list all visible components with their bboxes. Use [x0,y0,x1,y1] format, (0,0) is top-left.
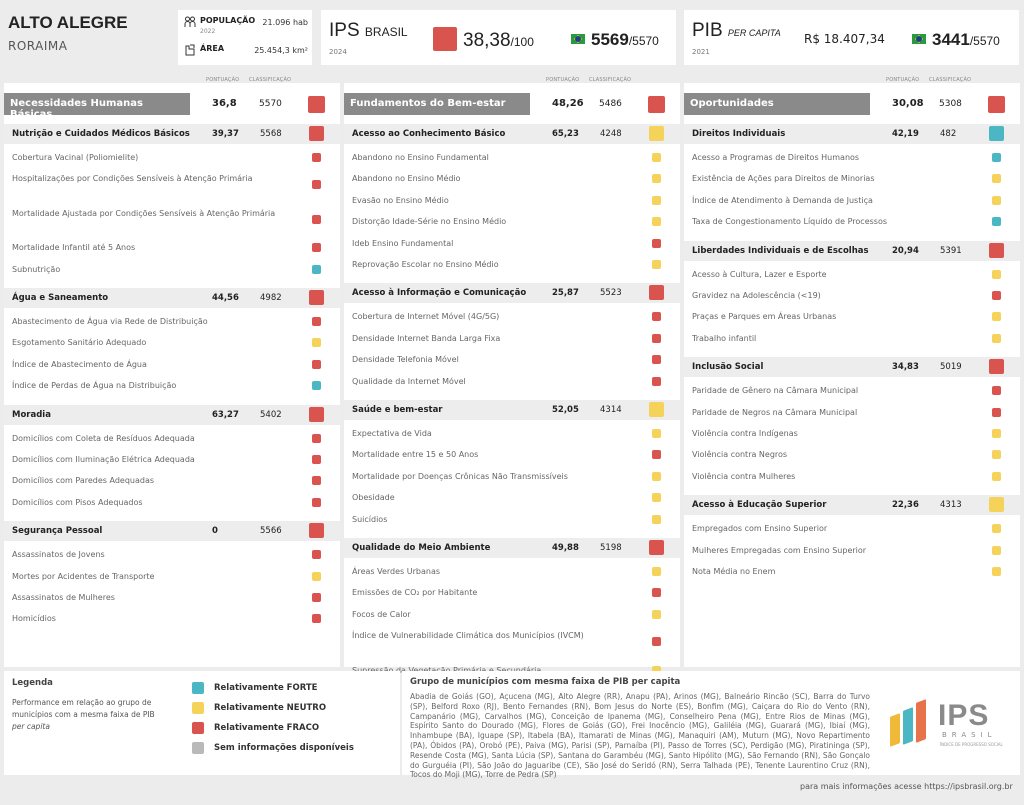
indicator-status-dot [652,493,661,502]
indicator-status-dot [652,153,661,162]
component-rank: 4313 [940,500,962,511]
indicator-status-dot [312,360,321,369]
indicator-name: Mortalidade Infantil até 5 Anos [12,243,136,253]
component-name: Acesso ao Conhecimento Básico [352,129,506,139]
dimension-header [4,93,340,120]
component-row [684,124,1020,144]
indicator-name: Áreas Verdes Urbanas [352,567,441,576]
indicator-status-dot [652,239,661,248]
indicator-status-dot [652,217,661,226]
indicator-status-dot [652,260,661,269]
indicator-status-dot [992,312,1001,321]
component-score: 65,23 [552,129,579,139]
area-label: ÁREA [200,44,225,53]
indicator-name: Cobertura Vacinal (Poliomielite) [12,153,139,162]
dimension-name: Necessidades Humanas Básicas [4,93,190,115]
indicator-status-dot [312,180,321,189]
indicator-name: Mortalidade entre 15 e 50 Anos [352,450,479,460]
component-rank: 482 [940,129,957,139]
col-label-rank: CLASSIFICAÇÃO [249,77,292,83]
dimension-status-square [308,96,325,113]
indicator-name: Qualidade da Internet Móvel [352,376,466,386]
pib-year: 2021 [692,48,710,56]
logo-bar-icon [916,699,926,743]
indicator-name: Densidade Internet Banda Larga Fixa [352,333,501,343]
indicator-status-dot [652,377,661,386]
population-label: POPULAÇÃO [200,16,256,25]
indicator-status-dot [652,567,661,576]
component-score: 25,87 [552,288,579,299]
indicator-name: Mortes por Acidentes de Transporte [12,571,155,581]
more-info-link[interactable]: para mais informações acesse https://ipsbrasil.org.br [800,782,1013,791]
indicator-name: Mortalidade por Doenças Crônicas Não Transmissíveis [352,471,568,481]
legend-title: Legenda [12,678,53,688]
component-row [4,405,340,425]
pib-rank: 3441/5570 [932,30,1000,49]
brazil-flag-icon [912,34,926,44]
component-status-square [649,285,664,300]
indicator-status-dot [312,572,321,581]
dimension-column [684,83,1020,667]
component-score: 63,27 [212,409,239,420]
indicator-status-dot [652,450,661,459]
component-name: Segurança Pessoal [12,526,103,537]
indicator-status-dot [992,450,1001,459]
indicator-name: Homicídios [12,614,56,624]
component-row [684,357,1020,377]
dimension-score: 36,8 [212,98,237,109]
dimension-status-square [648,96,665,113]
indicator-name: Emissões de CO₂ por Habitante [352,588,478,598]
indicator-status-dot [992,429,1001,438]
component-status-square [989,359,1004,374]
indicator-name: Cobertura de Internet Móvel (4G/5G) [352,312,500,322]
indicator-name: Ideb Ensino Fundamental [352,238,454,248]
col-label-rank: CLASSIFICAÇÃO [929,77,972,83]
brazil-flag-icon [571,34,585,44]
indicator-name: Violência contra Negros [692,450,788,460]
col-label-score: PONTUAÇÃO [886,77,920,83]
legend-swatch [192,682,204,694]
component-rank: 5568 [260,129,282,139]
indicator-status-dot [652,472,661,481]
dimension-name: Fundamentos do Bem-estar [344,93,530,115]
pib-value: R$ 18.407,34 [804,32,885,46]
indicator-name: Violência contra Indígenas [692,429,798,438]
component-status-square [649,540,664,555]
indicator-name: Expectativa de Vida [352,429,432,438]
indicator-name: Índice de Vulnerabilidade Climática dos Municípios (IVCM) [352,631,584,641]
indicator-status-dot [312,550,321,559]
indicator-status-dot [312,243,321,252]
indicator-name: Violência contra Mulheres [692,471,796,481]
indicator-status-dot [312,381,321,390]
legend-swatch [192,722,204,734]
indicator-name: Índice de Perdas de Água na Distribuição [12,381,177,391]
indicator-name: Densidade Telefonia Móvel [352,355,459,365]
logo-bar-icon [903,707,913,745]
indicator-name: Mortalidade Ajustada por Condições Sensíveis à Atenção Primária [12,208,276,218]
pib-title: PIB PER CAPITA [692,20,781,41]
component-score: 39,37 [212,129,239,139]
component-name: Saúde e bem-estar [352,405,443,415]
indicator-status-dot [312,265,321,274]
indicator-status-dot [992,524,1001,533]
indicator-name: Distorção Idade-Série no Ensino Médio [352,217,507,227]
indicator-status-dot [312,338,321,347]
population-year: 2022 [200,28,216,35]
indicator-name: Existência de Ações para Direitos de Minorias [692,174,875,184]
component-status-square [649,126,664,141]
component-row [344,124,680,144]
indicator-name: Abandono no Ensino Fundamental [352,153,489,162]
indicator-name: Reprovação Escolar no Ensino Médio [352,260,499,269]
component-row [684,241,1020,261]
component-score: 42,19 [892,129,919,139]
component-row [4,124,340,144]
indicator-status-dot [312,317,321,326]
indicator-status-dot [652,515,661,524]
indicator-name: Gravidez na Adolescência (<19) [692,291,821,300]
area-value: 25.454,3 km² [254,46,308,55]
component-rank: 4982 [260,293,282,303]
logo-brasil: BRASIL [942,731,997,739]
indicator-name: Índice de Abastecimento de Água [12,359,147,369]
indicator-name: Paridade de Negros na Câmara Municipal [692,407,858,417]
ips-card [321,10,676,65]
indicator-name: Domicílios com Pisos Adequados [12,497,143,507]
component-score: 49,88 [552,543,579,553]
state-name: RORAIMA [8,39,68,53]
component-name: Direitos Individuais [692,129,786,139]
component-name: Liberdades Individuais e de Escolhas [692,245,869,256]
indicator-status-dot [992,408,1001,417]
legend-swatch [192,742,204,754]
legend-description: Performance em relação ao grupo de municípios com a mesma faixa de PIB per capita [12,698,155,731]
dimension-score: 30,08 [892,98,924,109]
indicator-name: Hospitalizações por Condições Sensíveis à Atenção Primária [12,174,253,184]
ips-color-square [433,27,457,51]
component-name: Qualidade do Meio Ambiente [352,543,491,553]
indicator-status-dot [312,593,321,602]
indicator-name: Índice de Atendimento à Demanda de Justiça [692,195,873,205]
indicator-status-dot [992,174,1001,183]
indicator-name: Nota Média no Enem [692,567,776,576]
dimension-rank: 5308 [939,99,962,109]
dimension-column [4,83,340,667]
group-municipalities: Abadia de Goiás (GO), Açucena (MG), Alto Alegre (RR), Anapu (PA), Arinos (MG), Balneário Rincão (SC), Barra do Turvo (SP), Belford Roxo (RJ), Bento Fernandes (RN), Bom Jesus do Norte (ES), Bonfim (MG), Caiçara do Rio do Vento (RN), Campanário (MG), Carvalhos (MG), Conceição de Ipanema (MG), Conselheiro Pena (MG), Entre Rios de Minas (MG), Espírito Santo do Dourado (MG), Flores de Goiás (GO), Frei Inocêncio (MG), Galiléia (MG), Guarará (MG), Ibiaí (MG), Inhambupe (BA), Iguape (SP), Itabela (BA), Itamarati de Minas (MG), Manaquiri (AM), Muturn (MG), Novo Repartimento (PA), Óbidos (PA), Orobó (PE), Paiva (MG), Parisi (SP), Parnaíba (PI), Passo de Torres (SC), Perdigão (MG), Piratininga (SP), Resende Costa (MG), Santa Lúcia (SP), Santana do Garambéu (MG), Santo Hipólito (MG), São Fernando (RN), São Gonçalo do Gurguéia (PI), São João do Jaguaribe (CE), São José do Seridó (RN), Serra Talhada (PE), Tenente Laurentino Cruz (RN), Tocos do Moji (MG), Torre de Pedra (SP) [410,692,870,780]
component-name: Acesso à Informação e Comunicação [352,288,527,299]
indicator-status-dot [312,434,321,443]
indicator-status-dot [992,386,1001,395]
dimension-status-square [988,96,1005,113]
indicator-name: Domicílios com Paredes Adequadas [12,476,155,486]
indicator-name: Acesso à Cultura, Lazer e Esporte [692,269,827,279]
indicator-name: Domicílios com Iluminação Elétrica Adequada [12,455,195,464]
indicator-name: Praças e Parques em Áreas Urbanas [692,312,837,322]
indicator-name: Empregados com Ensino Superior [692,524,828,534]
indicator-name: Acesso a Programas de Direitos Humanos [692,153,860,162]
population-value: 21.096 hab [262,18,308,27]
legend-swatch [192,702,204,714]
logo-tagline: ÍNDICE DE PROGRESSO SOCIAL [940,742,1003,747]
component-status-square [309,126,324,141]
component-name: Moradia [12,409,51,420]
component-status-square [309,407,324,422]
dimension-rank: 5570 [259,99,282,109]
indicator-status-dot [652,355,661,364]
component-row [344,283,680,303]
area-icon [184,44,196,59]
component-rank: 5566 [260,526,282,537]
indicator-name: Evasão no Ensino Médio [352,195,449,205]
component-status-square [989,243,1004,258]
component-score: 44,56 [212,293,239,303]
component-score: 20,94 [892,245,919,256]
city-header [0,0,172,66]
city-name: ALTO ALEGRE [8,13,128,32]
component-rank: 5198 [600,543,622,553]
component-score: 52,05 [552,405,579,415]
indicator-status-dot [312,614,321,623]
indicator-name: Focos de Calor [352,609,411,619]
component-rank: 5019 [940,362,962,373]
component-row [684,495,1020,515]
indicator-status-dot [652,334,661,343]
component-row [4,288,340,308]
dimension-header [344,93,680,115]
component-status-square [309,523,324,538]
municipality-group-panel [402,671,1020,780]
indicator-name: Abandono no Ensino Médio [352,174,461,184]
ips-rank: 5569/5570 [591,30,659,49]
indicator-name: Assassinatos de Jovens [12,550,105,560]
indicator-status-dot [992,567,1001,576]
indicator-status-dot [652,588,661,597]
indicator-name: Taxa de Congestionamento Líquido de Processos [692,217,888,227]
indicator-name: Trabalho infantil [692,333,757,343]
component-score: 0 [212,526,218,537]
indicator-name: Suicídios [352,514,388,524]
indicator-status-dot [992,546,1001,555]
indicator-status-dot [312,455,321,464]
indicator-name: Assassinatos de Mulheres [12,593,115,602]
logo-bar-icon [890,713,900,747]
indicator-status-dot [992,217,1001,226]
ips-score: 38,38/100 [463,30,534,51]
component-name: Acesso à Educação Superior [692,500,827,511]
indicator-name: Mulheres Empregadas com Ensino Superior [692,545,867,555]
component-rank: 5523 [600,288,622,299]
indicator-status-dot [312,498,321,507]
group-title: Grupo de municípios com mesma faixa de PIB per capita [410,677,681,687]
indicator-status-dot [652,174,661,183]
component-status-square [309,290,324,305]
col-label-score: PONTUAÇÃO [546,77,580,83]
dimension-column [344,83,680,675]
indicator-name: Domicílios com Coleta de Resíduos Adequada [12,433,195,443]
col-label-score: PONTUAÇÃO [206,77,240,83]
component-row [344,538,680,558]
component-score: 34,83 [892,362,919,373]
legend-panel: Legenda Performance em relação ao grupo de municípios com a mesma faixa de PIB per capita Relativamente FORTE Relativamente NEUTRO Relativamente FRACO Sem informações disponíveis [4,671,400,775]
component-rank: 5402 [260,409,282,420]
component-score: 22,36 [892,500,919,511]
ips-brasil-logo [886,697,1012,753]
pib-card [684,10,1019,65]
indicator-status-dot [652,196,661,205]
indicator-name: Abastecimento de Água via Rede de Distribuição [12,317,208,326]
indicator-name: Subnutrição [12,264,61,274]
indicator-status-dot [312,476,321,485]
indicator-name: Esgotamento Sanitário Adequado [12,338,147,348]
dimension-header [684,93,1020,115]
component-rank: 5391 [940,245,962,256]
dimension-name: Oportunidades [684,93,870,115]
component-status-square [989,497,1004,512]
logo-word: IPS [938,699,990,732]
component-row [344,400,680,420]
indicator-status-dot [992,291,1001,300]
indicator-status-dot [652,637,661,646]
component-name: Nutrição e Cuidados Médicos Básicos [12,129,190,139]
dimension-rank: 5486 [599,99,622,109]
ips-year: 2024 [329,48,347,56]
component-status-square [989,126,1004,141]
indicator-status-dot [992,270,1001,279]
indicator-status-dot [992,472,1001,481]
indicator-status-dot [652,429,661,438]
indicator-name: da [395,665,406,675]
component-name: Água e Saneamento [12,293,109,303]
component-rank: 4314 [600,405,622,415]
component-row [4,521,340,541]
ips-title: IPS BRASIL [329,20,408,41]
col-label-rank: CLASSIFICAÇÃO [589,77,632,83]
indicator-name: Obesidade [352,493,395,503]
indicator-status-dot [652,610,661,619]
dimension-score: 48,26 [552,98,584,109]
component-status-square [649,402,664,417]
component-name: Inclusão Social [692,362,764,373]
indicator-status-dot [992,153,1001,162]
indicator-status-dot [992,334,1001,343]
city-info-card [178,10,312,65]
people-icon [184,16,196,31]
indicator-status-dot [312,153,321,162]
component-rank: 4248 [600,129,622,139]
indicator-name: Paridade de Gênero na Câmara Municipal [692,386,859,396]
indicator-status-dot [992,196,1001,205]
indicator-status-dot [652,312,661,321]
indicator-status-dot [312,215,321,224]
